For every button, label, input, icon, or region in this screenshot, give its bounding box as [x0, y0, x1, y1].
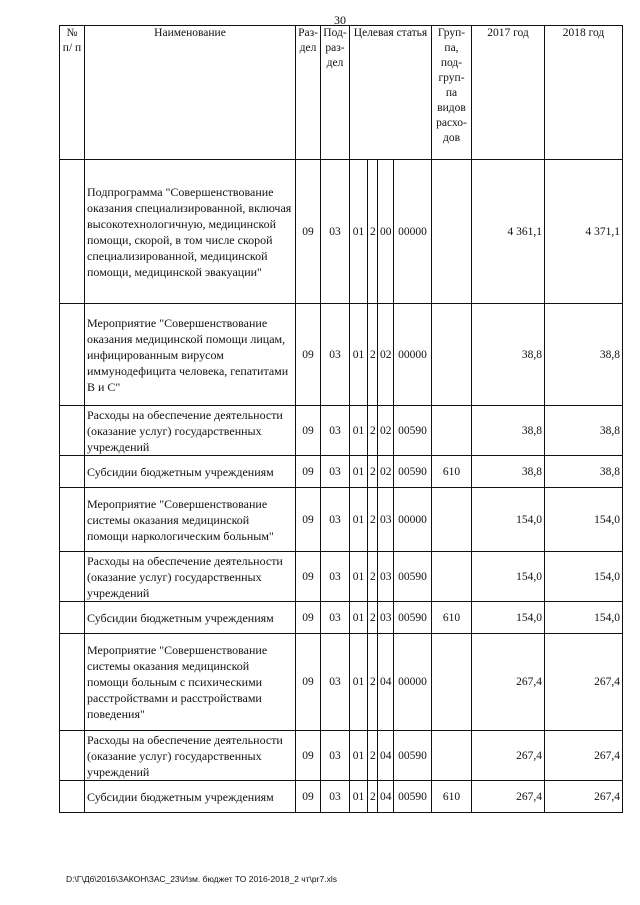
row-podrazdel-cell: 03	[321, 406, 350, 456]
row-target-part4-cell: 00590	[394, 406, 432, 456]
row-target-part3-cell: 03	[378, 552, 394, 602]
row-name-cell: Субсидии бюджетным учреждениям	[85, 456, 296, 488]
row-number-cell	[60, 602, 85, 634]
row-number-cell	[60, 552, 85, 602]
row-target-part1-cell: 01	[350, 456, 368, 488]
row-podrazdel-cell: 03	[321, 160, 350, 304]
row-target-part4-cell: 00590	[394, 552, 432, 602]
table-row	[60, 634, 623, 731]
header-name: Наименование	[85, 26, 296, 160]
row-target-part1-cell: 01	[350, 406, 368, 456]
row-name-cell: Субсидии бюджетным учреждениям	[85, 781, 296, 813]
row-number-cell	[60, 456, 85, 488]
row-group-cell	[432, 634, 472, 731]
table-row	[60, 160, 623, 304]
row-razdel-cell: 09	[296, 781, 321, 813]
row-2018-cell: 267,4	[545, 781, 623, 813]
row-target-part2-cell: 2	[368, 406, 378, 456]
row-razdel-cell: 09	[296, 552, 321, 602]
row-number-cell	[60, 406, 85, 456]
row-group-cell	[432, 406, 472, 456]
table-row	[60, 488, 623, 552]
row-group-cell: 610	[432, 602, 472, 634]
row-group-cell: 610	[432, 781, 472, 813]
row-2017-cell: 154,0	[472, 488, 545, 552]
row-target-part1-cell: 01	[350, 781, 368, 813]
row-target-part4-cell: 00000	[394, 488, 432, 552]
row-target-part2-cell: 2	[368, 552, 378, 602]
row-2018-cell: 38,8	[545, 406, 623, 456]
row-2017-cell: 267,4	[472, 731, 545, 781]
row-target-part4-cell: 00000	[394, 304, 432, 406]
row-podrazdel-cell: 03	[321, 488, 350, 552]
row-razdel-cell: 09	[296, 488, 321, 552]
row-target-part4-cell: 00590	[394, 602, 432, 634]
row-2017-cell: 267,4	[472, 634, 545, 731]
header-razdel: Раз- дел	[296, 26, 321, 160]
row-podrazdel-cell: 03	[321, 602, 350, 634]
row-2017-cell: 38,8	[472, 456, 545, 488]
row-group-cell	[432, 552, 472, 602]
row-podrazdel-cell: 03	[321, 781, 350, 813]
row-2018-cell: 267,4	[545, 634, 623, 731]
row-2018-cell: 38,8	[545, 304, 623, 406]
row-2017-cell: 154,0	[472, 602, 545, 634]
row-razdel-cell: 09	[296, 304, 321, 406]
row-target-part3-cell: 02	[378, 304, 394, 406]
row-target-part3-cell: 00	[378, 160, 394, 304]
row-target-part4-cell: 00590	[394, 731, 432, 781]
row-group-cell	[432, 304, 472, 406]
row-podrazdel-cell: 03	[321, 552, 350, 602]
row-target-part2-cell: 2	[368, 634, 378, 731]
row-razdel-cell: 09	[296, 731, 321, 781]
table-row	[60, 304, 623, 406]
row-razdel-cell: 09	[296, 456, 321, 488]
row-target-part1-cell: 01	[350, 304, 368, 406]
row-target-part4-cell: 00590	[394, 781, 432, 813]
row-target-part3-cell: 04	[378, 731, 394, 781]
row-name-cell: Подпрограмма "Совершенствование оказания специализированной, включая высокотехнологичную, медицинской помощи, скорой, в том числе скорой специализированной, медицинской помощи, медицинской эвакуации"	[85, 160, 296, 304]
row-razdel-cell: 09	[296, 602, 321, 634]
row-target-part1-cell: 01	[350, 634, 368, 731]
row-target-part2-cell: 2	[368, 304, 378, 406]
row-podrazdel-cell: 03	[321, 634, 350, 731]
row-target-part2-cell: 2	[368, 731, 378, 781]
row-name-cell: Расходы на обеспечение деятельности (оказание услуг) государственных учреждений	[85, 552, 296, 602]
row-number-cell	[60, 781, 85, 813]
row-2017-cell: 267,4	[472, 781, 545, 813]
row-group-cell: 610	[432, 456, 472, 488]
row-name-cell: Мероприятие "Совершенствование системы оказания медицинской помощи больным с психическими расстройствами и расстройствами поведения"	[85, 634, 296, 731]
page-number: 30	[334, 13, 346, 27]
row-target-part4-cell: 00590	[394, 456, 432, 488]
table-row	[60, 602, 623, 634]
row-name-cell: Расходы на обеспечение деятельности (оказание услуг) государственных учреждений	[85, 406, 296, 456]
row-2018-cell: 154,0	[545, 602, 623, 634]
table-row	[60, 406, 623, 456]
row-target-part1-cell: 01	[350, 731, 368, 781]
header-group: Груп- па, под- груп- па видов расхо- дов	[432, 26, 472, 160]
row-target-part2-cell: 2	[368, 602, 378, 634]
row-target-part3-cell: 04	[378, 634, 394, 731]
row-2017-cell: 38,8	[472, 406, 545, 456]
row-number-cell	[60, 304, 85, 406]
row-2018-cell: 154,0	[545, 552, 623, 602]
row-target-part2-cell: 2	[368, 488, 378, 552]
row-number-cell	[60, 634, 85, 731]
row-group-cell	[432, 160, 472, 304]
row-group-cell	[432, 731, 472, 781]
row-2017-cell: 4 361,1	[472, 160, 545, 304]
table-body	[60, 160, 623, 813]
header-target-article: Целевая статья	[350, 26, 432, 160]
row-target-part2-cell: 2	[368, 781, 378, 813]
budget-table	[59, 25, 623, 813]
row-razdel-cell: 09	[296, 634, 321, 731]
row-2018-cell: 4 371,1	[545, 160, 623, 304]
row-razdel-cell: 09	[296, 160, 321, 304]
row-number-cell	[60, 488, 85, 552]
row-group-cell	[432, 488, 472, 552]
table-row	[60, 552, 623, 602]
row-target-part1-cell: 01	[350, 488, 368, 552]
row-target-part2-cell: 2	[368, 160, 378, 304]
row-2018-cell: 267,4	[545, 731, 623, 781]
row-target-part1-cell: 01	[350, 602, 368, 634]
row-name-cell: Субсидии бюджетным учреждениям	[85, 602, 296, 634]
row-name-cell: Мероприятие "Совершенствование оказания медицинской помощи лицам, инфицированным вирусом иммунодефицита человека, гепатитами В и С"	[85, 304, 296, 406]
header-podrazdel: Под- раз- дел	[321, 26, 350, 160]
row-target-part3-cell: 03	[378, 602, 394, 634]
row-target-part3-cell: 03	[378, 488, 394, 552]
row-target-part4-cell: 00000	[394, 634, 432, 731]
table-header-row	[60, 26, 623, 160]
row-target-part1-cell: 01	[350, 160, 368, 304]
table-row	[60, 456, 623, 488]
row-2017-cell: 38,8	[472, 304, 545, 406]
row-target-part4-cell: 00000	[394, 160, 432, 304]
row-name-cell: Мероприятие "Совершенствование системы оказания медицинской помощи наркологическим больным"	[85, 488, 296, 552]
row-podrazdel-cell: 03	[321, 731, 350, 781]
row-number-cell	[60, 731, 85, 781]
row-target-part3-cell: 02	[378, 406, 394, 456]
row-2017-cell: 154,0	[472, 552, 545, 602]
row-podrazdel-cell: 03	[321, 304, 350, 406]
row-target-part2-cell: 2	[368, 456, 378, 488]
file-path-footer: D:\Г\Д6\2016\ЗАКОН\ЗАС_23\Изм. бюджет ТО 2016-2018_2 чт\pr7.xls	[66, 874, 337, 884]
row-2018-cell: 38,8	[545, 456, 623, 488]
row-podrazdel-cell: 03	[321, 456, 350, 488]
row-target-part3-cell: 04	[378, 781, 394, 813]
header-2017: 2017 год	[472, 26, 545, 160]
row-razdel-cell: 09	[296, 406, 321, 456]
row-target-part1-cell: 01	[350, 552, 368, 602]
table-row	[60, 731, 623, 781]
row-2018-cell: 154,0	[545, 488, 623, 552]
header-2018: 2018 год	[545, 26, 623, 160]
table-row	[60, 781, 623, 813]
header-num: № п/ п	[60, 26, 85, 160]
row-name-cell: Расходы на обеспечение деятельности (оказание услуг) государственных учреждений	[85, 731, 296, 781]
row-number-cell	[60, 160, 85, 304]
row-target-part3-cell: 02	[378, 456, 394, 488]
